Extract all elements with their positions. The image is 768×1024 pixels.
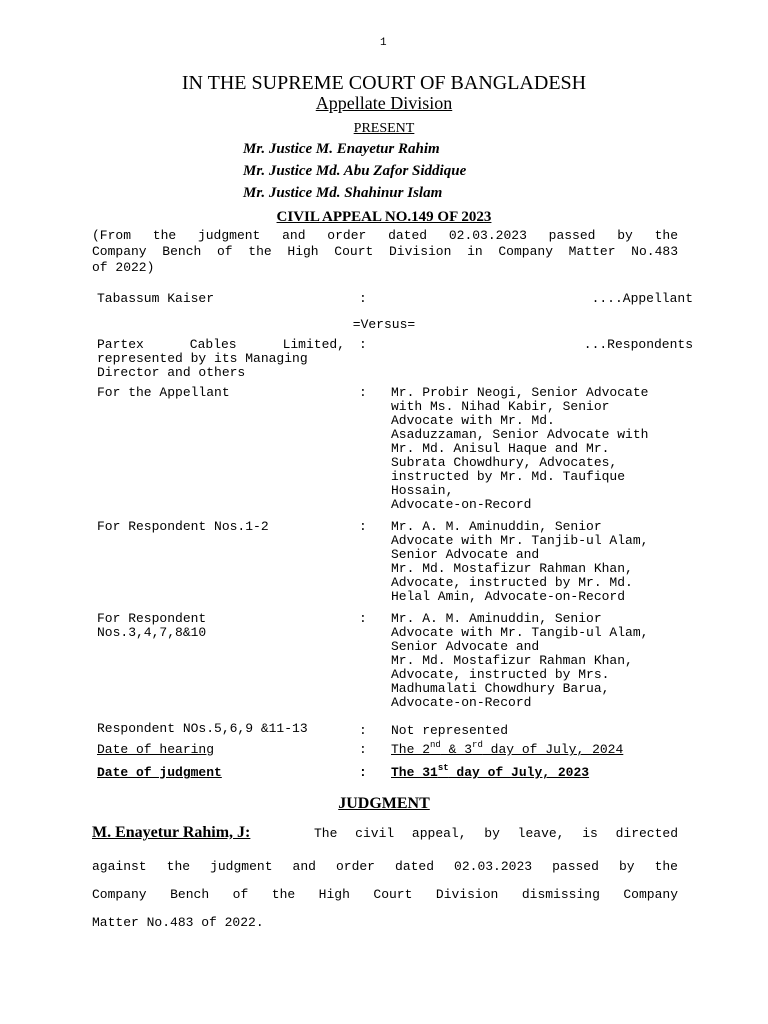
justice-2: Mr. Justice Md. Abu Zafor Siddique <box>243 163 467 179</box>
judgment-first-line <box>92 824 678 842</box>
appellant-colon: : <box>359 291 367 306</box>
judgment-heading: JUDGMENT <box>338 795 430 812</box>
case-origin-line-3: of 2022) <box>92 260 155 275</box>
court-title: IN THE SUPREME COURT OF BANGLADESH <box>181 72 587 94</box>
case-origin-line-1: (From the judgment and order dated 02.03.2023 passed by the <box>92 228 678 243</box>
appellant-role: ....Appellant <box>591 291 693 306</box>
page-number: 1 <box>380 37 387 49</box>
counsel-respondent-3-label: For Respondent Nos.3,4,7,8&10 <box>97 611 207 640</box>
counsel-respondent-1-2-colon: : <box>359 519 367 534</box>
judgment-line-4: Matter No.483 of 2022. <box>92 915 264 930</box>
judgment-opening-text: The civil appeal, by leave, is directed <box>314 826 678 841</box>
versus-label: =Versus= <box>352 317 416 332</box>
respondent-name-line-2: represented by its Managing <box>97 351 308 366</box>
respondent-name-line-3: Director and others <box>97 365 246 380</box>
case-origin-line-2: Company Bench of the High Court Division in Company Matter No.483 <box>92 244 678 259</box>
judgment-line-3: Company Bench of the High Court Division dismissing Company <box>92 887 678 902</box>
case-title: CIVIL APPEAL NO.149 OF 2023 <box>276 209 492 225</box>
judgment-line-2: against the judgment and order dated 02.03.2023 passed by the <box>92 859 678 874</box>
judgment-date-colon: : <box>359 765 367 780</box>
counsel-respondent-5-colon: : <box>359 723 367 738</box>
present-label: PRESENT <box>353 121 415 136</box>
hearing-colon: : <box>359 742 367 757</box>
respondent-role: ...Respondents <box>583 337 693 352</box>
respondent-name-line-1: Partex Cables Limited, <box>97 337 345 352</box>
respondent-colon: : <box>359 337 367 352</box>
counsel-appellant-label: For the Appellant <box>97 385 230 400</box>
counsel-appellant-text: Mr. Probir Neogi, Senior Advocate with Ms. Nihad Kabir, Senior Advocate with Mr. Md. Asaduzzaman, Senior Advocate with Mr. Md. Anisul Haque and Mr. Subrata Chowdhury, Advocates, instructed by Mr. Md. Taufique Hossain, Advocate-on-Record <box>391 385 649 512</box>
division-name: Appellate Division <box>315 93 453 113</box>
counsel-respondent-1-2-label: For Respondent Nos.1-2 <box>97 519 269 534</box>
counsel-appellant-colon: : <box>359 385 367 400</box>
justice-1: Mr. Justice M. Enayetur Rahim <box>243 141 440 157</box>
judgment-date: The 31st day of July, 2023 <box>391 763 590 780</box>
counsel-respondent-3-colon: : <box>359 611 367 626</box>
hearing-date: The 2nd & 3rd day of July, 2024 <box>391 740 624 757</box>
judgment-author: M. Enayetur Rahim, J: <box>92 824 251 841</box>
counsel-respondent-5-label: Respondent NOs.5,6,9 &11-13 <box>97 721 308 736</box>
judgment-date-label: Date of judgment <box>97 765 222 780</box>
appellant-name: Tabassum Kaiser <box>97 291 215 306</box>
hearing-label: Date of hearing <box>97 742 215 757</box>
counsel-respondent-1-2-text: Mr. A. M. Aminuddin, Senior Advocate with Mr. Tanjib-ul Alam, Senior Advocate and Mr. Md. Mostafizur Rahman Khan, Advocate, instructed by Mr. Md. Helal Amin, Advocate-on-Record <box>391 519 649 604</box>
counsel-respondent-5-text: Not represented <box>391 723 509 738</box>
counsel-respondent-3-text: Mr. A. M. Aminuddin, Senior Advocate with Mr. Tangib-ul Alam, Senior Advocate and Mr. Md. Mostafizur Rahman Khan, Advocate, instructed by Mrs. Madhumalati Chowdhury Barua, Advocate-on-Record <box>391 611 649 710</box>
justice-3: Mr. Justice Md. Shahinur Islam <box>243 185 443 201</box>
